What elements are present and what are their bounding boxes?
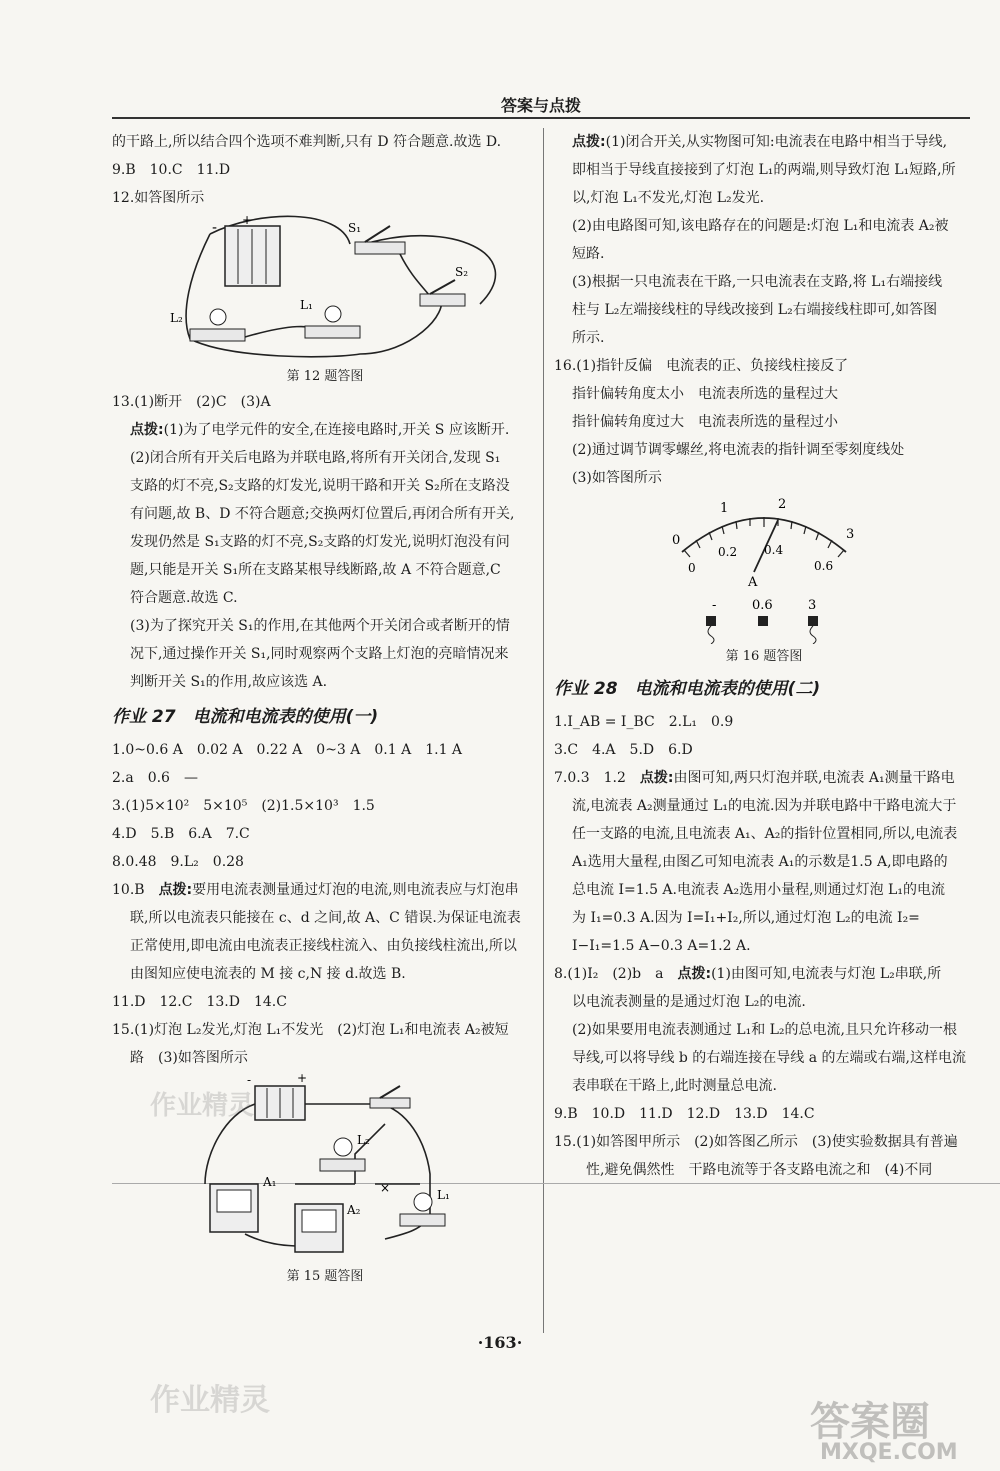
terminal-label: 3 xyxy=(808,598,817,613)
text-line: 8.(1)I₂ (2)b a 点拨:(1)由图可知,电流表与灯泡 L₂串联,所 xyxy=(554,966,942,982)
text-line: (3)为了探究开关 S₁的作用,在其他两个开关闭合或者断开的情 xyxy=(130,618,510,634)
terminal-icon xyxy=(758,616,768,626)
inner-tick-label: 0 xyxy=(688,561,696,575)
svg-text:S₁: S₁ xyxy=(348,221,362,235)
text-line: 总电流 I=1.5 A.电流表 A₂选用小量程,则通过灯泡 L₁的电流 xyxy=(572,882,945,898)
text-line: 11.D 12.C 13.D 14.C xyxy=(112,994,287,1010)
header-title: 答案与点拨 xyxy=(500,96,581,115)
svg-text:-: - xyxy=(212,220,218,236)
watermark-text: 作业精灵 xyxy=(150,1383,270,1418)
bulb-l2-icon xyxy=(170,309,245,341)
svg-text:L₂: L₂ xyxy=(170,311,183,325)
svg-text:-: - xyxy=(247,1074,252,1087)
inner-tick-label: 0.6 xyxy=(814,559,834,573)
svg-text:×: × xyxy=(380,1181,391,1195)
svg-text:+: + xyxy=(242,214,253,227)
text-line: 点拨:(1)闭合开关,从实物图可知:电流表在电路中相当于导线, xyxy=(572,134,948,150)
svg-text:L₁: L₁ xyxy=(437,1188,450,1202)
text-line: 况下,通过操作开关 S₁,同时观察两个支路上灯泡的亮暗情况来 xyxy=(130,646,509,662)
text-line: 联,所以电流表只能接在 c、d 之间,故 A、C 错误.为保证电流表 xyxy=(130,910,521,926)
text-line: 流,电流表 A₂测量通过 L₁的电流.因为并联电路中干路电流大于 xyxy=(572,798,957,814)
text-line: 任一支路的电流,且电流表 A₁、A₂的指针位置相同,所以,电流表 xyxy=(572,826,958,842)
text-line: 发现仍然是 S₁支路的灯不亮,S₂支路的灯发光,说明灯泡没有问 xyxy=(130,534,510,550)
text-line: 8.0.48 9.L₂ 0.28 xyxy=(112,854,244,870)
svg-text:+: + xyxy=(297,1074,308,1085)
text-line: 4.D 5.B 6.A 7.C xyxy=(112,826,250,842)
terminal-icon xyxy=(808,616,818,626)
text-line: 16.(1)指针反偏 电流表的正、负接线柱接反了 xyxy=(554,358,849,374)
text-line: 12.如答图所示 xyxy=(112,190,205,206)
right-column xyxy=(554,128,974,1184)
bulb-l1-icon xyxy=(300,298,360,338)
ammeter-a1-icon xyxy=(210,1175,276,1232)
text-line: 指针偏转角度太小 电流表所选的量程过大 xyxy=(572,386,838,402)
text-line: (3)如答图所示 xyxy=(572,470,662,486)
switch-s2-icon xyxy=(420,265,468,306)
text-line: 有问题,故 B、D 不符合题意;交换两灯位置后,再闭合所有开关, xyxy=(130,506,515,522)
text-line: (3)根据一只电流表在干路,一只电流表在支路,将 L₁右端接线 xyxy=(572,274,943,290)
text-line: 15.(1)如答图甲所示 (2)如答图乙所示 (3)使实验数据具有普遍 xyxy=(554,1134,958,1150)
text-line: 柱与 L₂左端接线柱的导线改接到 L₂右端接线柱即可,如答图 xyxy=(572,302,938,318)
switch-icon xyxy=(370,1086,410,1108)
page-header xyxy=(112,93,970,117)
text-line: 题,只能是开关 S₁所在支路某根导线断路,故 A 不符合题意,C xyxy=(130,562,501,578)
svg-text:A₂: A₂ xyxy=(347,1203,361,1217)
watermark-url: MXQE.COM xyxy=(820,1440,958,1465)
text-line: 15.(1)灯泡 L₂发光,灯泡 L₁不发光 (2)灯泡 L₁和电流表 A₂被短 xyxy=(112,1022,509,1038)
section-heading-28: 作业 28 电流和电流表的使用(二) xyxy=(554,679,821,699)
svg-text:L₁: L₁ xyxy=(300,298,313,312)
battery-icon xyxy=(212,214,280,286)
text-line: 路 (3)如答图所示 xyxy=(130,1050,248,1066)
text-line: 性,避免偶然性 干路电流等于各支路电流之和 (4)不同 xyxy=(586,1162,933,1178)
outer-tick-label: 3 xyxy=(846,527,855,542)
text-line: 9.B 10.C 11.D xyxy=(112,162,231,178)
hint-label: 点拨: xyxy=(677,966,712,982)
header-rule xyxy=(112,117,970,119)
text-line: (2)闭合所有开关后电路为并联电路,将所有开关闭合,发现 S₁ xyxy=(130,450,501,466)
inner-tick-label: 0.4 xyxy=(764,543,784,557)
unit-label: A xyxy=(748,575,758,590)
terminal-label: - xyxy=(712,598,717,613)
fig12-circuit-diagram xyxy=(150,214,500,364)
text-line: 3.C 4.A 5.D 6.D xyxy=(554,742,693,758)
column-divider xyxy=(543,128,544,1333)
text-line: 10.B 点拨:要用电流表测量通过灯泡的电流,则电流表应与灯泡串 xyxy=(112,882,519,898)
text-line: 以,灯泡 L₁不发光,灯泡 L₂发光. xyxy=(572,190,765,206)
outer-tick-label: 0 xyxy=(672,533,681,548)
svg-text:L₂: L₂ xyxy=(357,1133,370,1147)
text-line: I−I₁=1.5 A−0.3 A=1.2 A. xyxy=(572,938,751,954)
text-line: (2)通过调节调零螺丝,将电流表的指针调至零刻度线处 xyxy=(572,442,905,458)
text-line: (2)如果要用电流表测通过 L₁和 L₂的总电流,且只允许移动一根 xyxy=(572,1022,957,1038)
svg-text:S₂: S₂ xyxy=(455,265,469,279)
outer-tick-label: 2 xyxy=(778,497,787,512)
text-line: 支路的灯不亮,S₂支路的灯发光,说明干路和开关 S₂所在支路没 xyxy=(130,478,510,494)
text-line: 即相当于导线直接接到了灯泡 L₁的两端,则导致灯泡 L₁短路,所 xyxy=(572,162,956,178)
text-line: 导线,可以将导线 b 的右端连接在导线 a 的左端或右端,这样电流 xyxy=(572,1050,967,1066)
text-line: 9.B 10.D 11.D 12.D 13.D 14.C xyxy=(554,1106,815,1122)
text-line: 3.(1)5×10² 5×10⁵ (2)1.5×10³ 1.5 xyxy=(112,798,375,814)
text-line: 短路. xyxy=(572,246,605,262)
text-line: 1.0~0.6 A 0.02 A 0.22 A 0~3 A 0.1 A 1.1 A xyxy=(112,742,463,758)
ammeter-a2-icon xyxy=(295,1203,361,1252)
outer-tick-label: 1 xyxy=(720,501,729,516)
text-line: 7.0.3 1.2 点拨:由图可知,两只灯泡并联,电流表 A₁测量干路电 xyxy=(554,770,955,786)
terminal-icon xyxy=(706,616,716,626)
text-line: 所示. xyxy=(572,330,605,346)
text-line: (2)由电路图可知,该电路存在的问题是:灯泡 L₁和电流表 A₂被 xyxy=(572,218,949,234)
fig12-caption: 第 12 题答图 xyxy=(286,369,364,384)
page-number: ·163· xyxy=(477,1333,523,1352)
text-line: 的干路上,所以结合四个选项不难判断,只有 D 符合题意.故选 D. xyxy=(112,134,502,150)
text-line: 符合题意.故选 C. xyxy=(130,590,238,606)
text-line: 指针偏转角度过大 电流表所选的量程过小 xyxy=(572,414,838,430)
section-heading-27: 作业 27 电流和电流表的使用(一) xyxy=(112,707,379,727)
bulb-l1-icon xyxy=(400,1188,450,1226)
terminal-label: 0.6 xyxy=(752,598,773,613)
text-line: 以电流表测量的是通过灯泡 L₂的电流. xyxy=(572,994,806,1010)
text-line: 1.I_AB = I_BC 2.L₁ 0.9 xyxy=(554,714,734,730)
text-line: 为 I₁=0.3 A.因为 I=I₁+I₂,所以,通过灯泡 L₂的电流 I₂= xyxy=(572,910,920,926)
battery-icon xyxy=(247,1074,307,1120)
text-line: 点拨:(1)为了电学元件的安全,在连接电路时,开关 S 应该断开. xyxy=(130,422,510,438)
hint-label: 点拨: xyxy=(130,422,164,438)
text-line: 表串联在干路上,此时测量总电流. xyxy=(572,1078,777,1094)
hint-label: 点拨: xyxy=(639,770,674,786)
bulb-l2-icon xyxy=(320,1133,370,1171)
text-line: A₁选用大量程,由图乙可知电流表 A₁的示数是1.5 A,即电路的 xyxy=(572,854,948,870)
watermark-text: 作业精灵 xyxy=(150,1091,255,1121)
hint-label: 点拨: xyxy=(158,882,193,898)
fig16-ammeter-dial xyxy=(654,494,874,644)
fig16-caption: 第 16 题答图 xyxy=(725,649,803,664)
svg-text:A₁: A₁ xyxy=(263,1175,277,1189)
text-line: 13.(1)断开 (2)C (3)A xyxy=(112,394,271,410)
text-line: 由图知应使电流表的 M 接 c,N 接 d.故选 B. xyxy=(130,966,406,982)
text-line: 正常使用,即电流由电流表正接线柱流入、由负接线柱流出,所以 xyxy=(130,938,517,954)
hint-label: 点拨: xyxy=(572,134,606,150)
watermark-logo: 答案圈 xyxy=(810,1399,930,1445)
text-line: 2.a 0.6 — xyxy=(112,770,198,786)
text-line: 判断开关 S₁的作用,故应该选 A. xyxy=(130,674,328,690)
inner-tick-label: 0.2 xyxy=(718,545,738,559)
fig15-caption: 第 15 题答图 xyxy=(286,1269,364,1284)
